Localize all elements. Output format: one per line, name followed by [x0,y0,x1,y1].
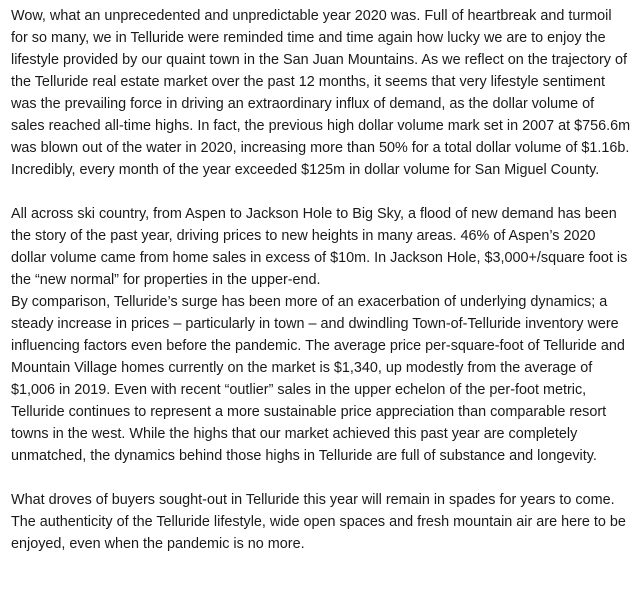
article-body [11,5,631,555]
paragraph-ski-country-comparison: All across ski country, from Aspen to Jackson Hole to Big Sky, a flood of new demand has been the story of the past year, driving prices to new heights in many areas. 46% of Aspen’s 2020 dollar volume came from home sales in excess of $10m. In Jackson Hole, $3,000+/square foot is the “new normal” for properties in the upper-end. By comparison, Telluride’s surge has been more of an exacerbation of underlying dynamics; a steady increase in prices – particularly in town – and dwindling Town-of-Telluride inventory were influencing factors even before the pandemic. The average price per-square-foot of Telluride and Mountain Village homes currently on the market is $1,340, up modestly from the average of $1,006 in 2019. Even with recent “outlier” sales in the upper echelon of the per-foot metric, Telluride continues to represent a more sustainable price appreciation than comparable resort towns in the west. While the highs that our market achieved this past year are completely unmatched, the dynamics behind those highs in Telluride are full of substance and longevity. [11,206,628,464]
paragraph-market-overview: Wow, what an unprecedented and unpredictable year 2020 was. Full of heartbreak and turmoil for so many, we in Telluride were reminded time and time again how lucky we are to enjoy the lifestyle provided by our quaint town in the San Juan Mountains. As we reflect on the trajectory of the Telluride real estate market over the past 12 months, it seems that very lifestyle sentiment was the prevailing force in driving an extraordinary influx of demand, as the dollar volume of sales reached all-time highs. In fact, the previous high dollar volume mark set in 2007 at $756.6m was blown out of the water in 2020, increasing more than 50% for a total dollar volume of $1.16b. Incredibly, every month of the year exceeded $125m in dollar volume for San Miguel County. [11,8,631,178]
paragraph-outlook: What droves of buyers sought-out in Telluride this year will remain in spades for years to come. The authenticity of the Telluride lifestyle, wide open spaces and fresh mountain air are here to be enjoyed, even when the pandemic is no more. [11,492,626,552]
